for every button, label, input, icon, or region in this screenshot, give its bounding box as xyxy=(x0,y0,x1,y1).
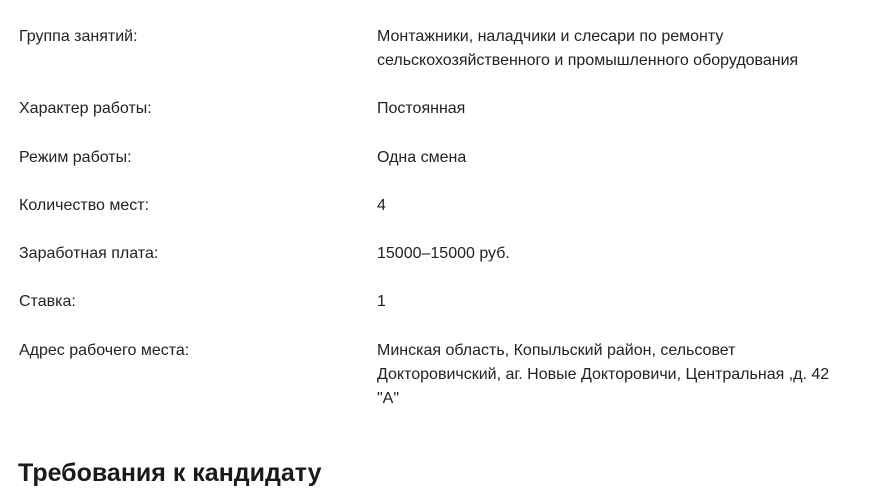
detail-value: Постоянная xyxy=(377,100,466,117)
detail-label: Ставка: xyxy=(19,293,76,310)
detail-label: Адрес рабочего места: xyxy=(19,342,190,359)
section-heading-candidate-requirements: Требования к кандидату xyxy=(18,459,322,487)
detail-label: Группа занятий: xyxy=(19,28,138,45)
detail-value: 4 xyxy=(377,197,386,214)
detail-label: Характер работы: xyxy=(19,100,152,117)
detail-label: Количество мест: xyxy=(19,197,150,214)
detail-value: Одна смена xyxy=(377,149,467,166)
detail-label: Заработная плата: xyxy=(19,245,159,262)
detail-value: 1 xyxy=(377,293,386,310)
detail-value: 15000–15000 руб. xyxy=(377,245,510,262)
detail-value: Минская область, Копыльский район, сельсовет Докторовичский, аг. Новые Докторовичи, Центральная ,д. 42 "А" xyxy=(377,342,830,407)
detail-value: Монтажники, наладчики и слесари по ремонту сельскохозяйственного и промышленного оборудования xyxy=(377,28,799,69)
detail-label: Режим работы: xyxy=(19,149,132,166)
